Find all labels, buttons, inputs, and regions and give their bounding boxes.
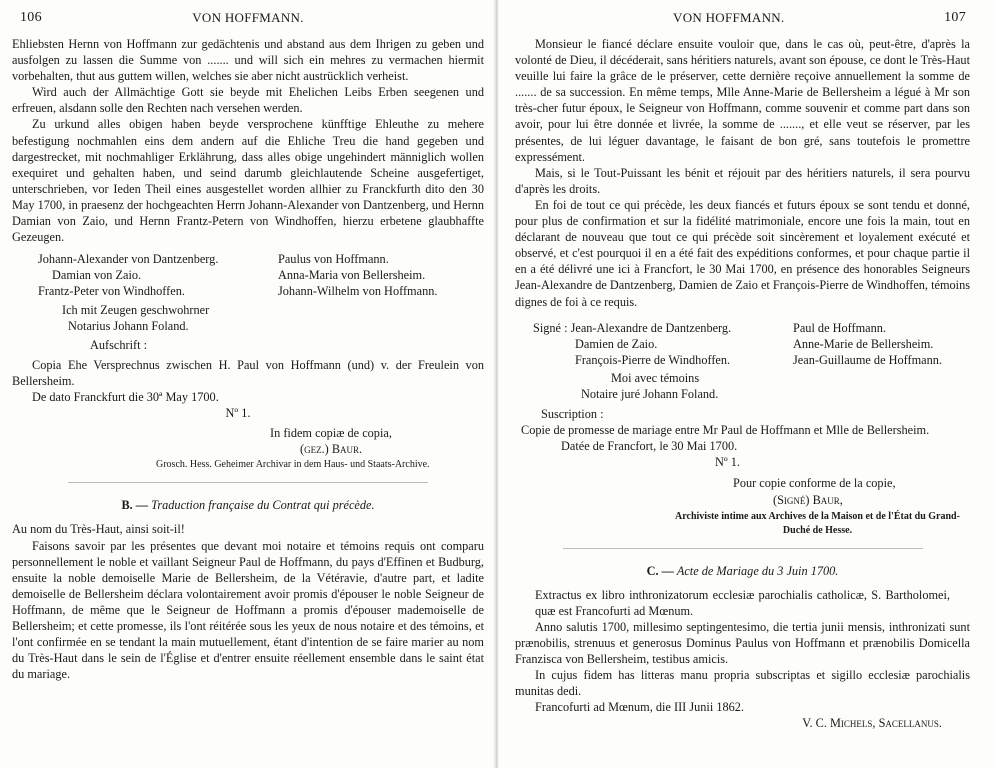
right-page-number: 107 <box>944 10 966 25</box>
signature: Paulus von Hoffmann. <box>278 252 389 267</box>
left-dato: De dato Franckfurt die 30ª May 1700. <box>32 389 219 404</box>
left-french-paragraph: Faisons savoir par les présentes que devant moi notaire et témoins requis ont comparu personnellement le noble et vaillant Seigneur Paul de Hoffmann, du pays d'Effinen et Budburg, ensuite la noble demoiselle Marie de Bellersheim, de la Vétéravie, d'autre part, et ladite demoiselle de Bellersheim déclara volontairement avoir promis d'épouser le noble Seigneur de Hoffmann, de même que le Seigneur de Hoffmann a promis d'épouser mademoiselle de Bellersheim; et cette promesse, ils l'ont réitérée sous les yeux de nous notaire et des témoins, et l'ont confirmée en se tendant la main mutuellement, étant d'intention de se faire marier au nom du Très-Haut dans le sein de l'Église et d'entrer ensuite réellement ensemble dans le saint état du mariage. <box>12 538 484 682</box>
left-page <box>12 10 484 682</box>
signature: Damian von Zaio. <box>52 268 142 283</box>
right-running-title: VON HOFFMANN. <box>673 10 785 25</box>
right-paragraph-2: Mais, si le Tout-Puissant les bénit et réjouit par des héritiers naturels, il sera pourvu d'après les droits. <box>515 165 970 196</box>
signature: Johann-Wilhelm von Hoffmann. <box>278 284 438 299</box>
right-archiviste: Archiviste intime aux Archives de la Maison et de l'État du Grand-Duché de Hesse. <box>675 510 960 536</box>
right-michels: V. C. Michels, Sacellanus. <box>802 716 942 731</box>
right-signatures <box>533 320 970 368</box>
signature: François-Pierre de Windhoffen. <box>575 352 731 367</box>
right-number: Nº 1. <box>715 455 740 470</box>
right-page <box>515 10 970 732</box>
left-signatures <box>38 251 484 299</box>
notary-line: Ich mit Zeugen geschwohrner <box>62 302 210 317</box>
left-paragraph-2: Wird auch der Allmächtige Gott sie beyde mit Ehelichen Leibs Erben seegenen und erfreuen, alsdann solle den Rechten nach versehen werden. <box>12 85 484 116</box>
notary-line: Notarius Johann Foland. <box>68 318 189 333</box>
right-suscription: Suscription : <box>541 407 604 422</box>
section-title: Traduction française du Contrat qui précède. <box>151 498 375 513</box>
left-au-nom: Au nom du Très-Haut, ainsi soit-il! <box>12 522 185 537</box>
signature: Johann-Alexander von Dantzenberg. <box>38 252 219 267</box>
signature: Frantz-Peter von Windhoffen. <box>38 284 185 299</box>
right-signe: (Signé) Baur, <box>773 492 843 507</box>
notary-line: Notaire juré Johann Foland. <box>581 386 719 401</box>
section-divider <box>68 482 428 483</box>
left-paragraph-1: Ehliebsten Hernn von Hoffmann zur gedächtenis und abstand aus dem Ihrigen zu geben und ausfolgen zu lassen die Summe von ....... und will sich ein mehres zu vermachen hiermit vorbehalten, thut aus guttem willen, welches sie aber nicht austrücklich verheist. <box>12 37 484 84</box>
left-copia: Copia Ehe Versprechnus zwischen H. Paul von Hoffmann (und) v. der Freulein von Bellersheim. <box>12 357 484 388</box>
signature: Damien de Zaio. <box>575 336 658 351</box>
left-running-title: VON HOFFMANN. <box>192 10 304 25</box>
book-gutter <box>493 0 499 768</box>
signature: Paul de Hoffmann. <box>793 320 887 335</box>
section-title: Acte de Mariage du 3 Juin 1700. <box>676 563 839 578</box>
signature: Signé : Jean-Alexandre de Dantzenberg. <box>533 320 732 335</box>
left-fidem: In fidem copiæ de copia, <box>270 426 392 441</box>
left-number: Nº 1. <box>225 406 251 421</box>
left-paragraph-3: Zu urkund alles obigen haben beyde versprochene künfftige Ehleuthe zu mehere befestigung nochmahlen eins dem andern auf die Ehliche Treu die hand gegeben und dargestrecket, mit nochmahliger Erklährung, dass alles obige ungehindert männiglich wollen exequiret und gehalten haben, und seind darumb gleichlautende Scheine ausgefertiget, unterschrieben, vor Ieden Theil eines ausgestellet worden allhier zu Franckfurth dito den 30 May 1700, in praesenz der hochgeachten Herrn Johann-Alexander von Dantzenberg, und Hernn Damian von Zaio, und Hernn Frantz-Petern von Windhoffen, hierzu erbetene glaubhaffte Gezeugen. <box>12 117 485 245</box>
left-section-heading <box>12 497 484 513</box>
section-lead: C. — <box>646 563 674 578</box>
notary-line: Moi avec témoins <box>611 370 700 385</box>
right-paragraph-1: Monsieur le fiancé déclare ensuite vouloir que, dans le cas où, peut-être, d'après la volonté de Dieu, il décéderait, sans héritiers naturels, avant son épouse, ce dont le Très-Haut veuille lui faire la grâce de le préserver, cette dernière reçoive annuellement la somme de ....... de sa succession. En même temps, Mlle Anne-Marie de Bellersheim a légué à Mr son très-cher futur époux, le Seigneur von Hoffmann, comme souvenir et comme part dans son avoir, pour lui être donnée et livrée, la somme de ......., et elle veut se réserver, par les présentes, de lui léguer davantage, le faisant de bon gré, sans toutefois le promettre expressément. <box>515 37 970 164</box>
left-aufschrift: Aufschrift : <box>90 337 148 352</box>
left-page-number: 106 <box>20 10 42 25</box>
right-anno: Anno salutis 1700, millesimo septingentesimo, die tertia junii mensis, inthronizati sunt prænobilis, strenuus et generosus Dominus Paulus von Hoffmann et prænobilis Domicella Franzisca von Bellersheim, testibus amicis. <box>515 619 970 667</box>
section-divider <box>563 548 923 549</box>
right-extractus: Extractus ex libro inthronizatorum ecclesiæ parochialis catholicæ, S. Bartholomei, quæ est Francofurti ad Mœnum. <box>535 587 950 618</box>
left-archive: Grosch. Hess. Geheimer Archivar in dem Haus- und Staats-Archive. <box>156 459 430 471</box>
right-section-heading <box>515 563 970 579</box>
right-paragraph-3: En foi de tout ce qui précède, les deux fiancés et futurs époux se sont tendu et donné, pour plus de confirmation et sur la fidélité matrimoniale, encore une fois la main, tout en déclarant de nouveau que tout ce qui précède soit sincèrement et loyalement exécuté et observé, et c'est pourquoi il en a été fait des expéditions conformes, et pour chaque partie il en a été délivré une ici à Francfort, le 30 Mai 1700, en présence des honorables Seigneurs Jean-Alexandre de Dantzenberg, Damien de Zaio et François-Pierre de Windhoffen, témoins dignes de foi à ce requis. <box>515 197 971 309</box>
section-lead: B. — <box>121 498 149 513</box>
right-running-head <box>515 10 970 36</box>
right-francofurti: Francofurti ad Mœnum, die III Junii 1862. <box>535 700 745 715</box>
signature: Anna-Maria von Bellersheim. <box>278 268 426 283</box>
signature: Anne-Marie de Bellersheim. <box>793 336 934 351</box>
right-copie: Copie de promesse de mariage entre Mr Paul de Hoffmann et Mlle de Bellersheim. <box>521 423 930 438</box>
right-datee: Datée de Francfort, le 30 Mai 1700. <box>561 439 738 454</box>
left-gez: (gez.) Baur. <box>300 442 363 457</box>
left-notary <box>12 302 484 334</box>
signature: Jean-Guillaume de Hoffmann. <box>793 352 942 367</box>
right-notary <box>515 370 970 402</box>
left-running-head <box>12 10 484 36</box>
right-pour-copie: Pour copie conforme de la copie, <box>733 476 896 491</box>
right-cujus: In cujus fidem has litteras manu propria subscriptas et sigillo ecclesiæ parochialis munitas dedi. <box>515 668 970 699</box>
